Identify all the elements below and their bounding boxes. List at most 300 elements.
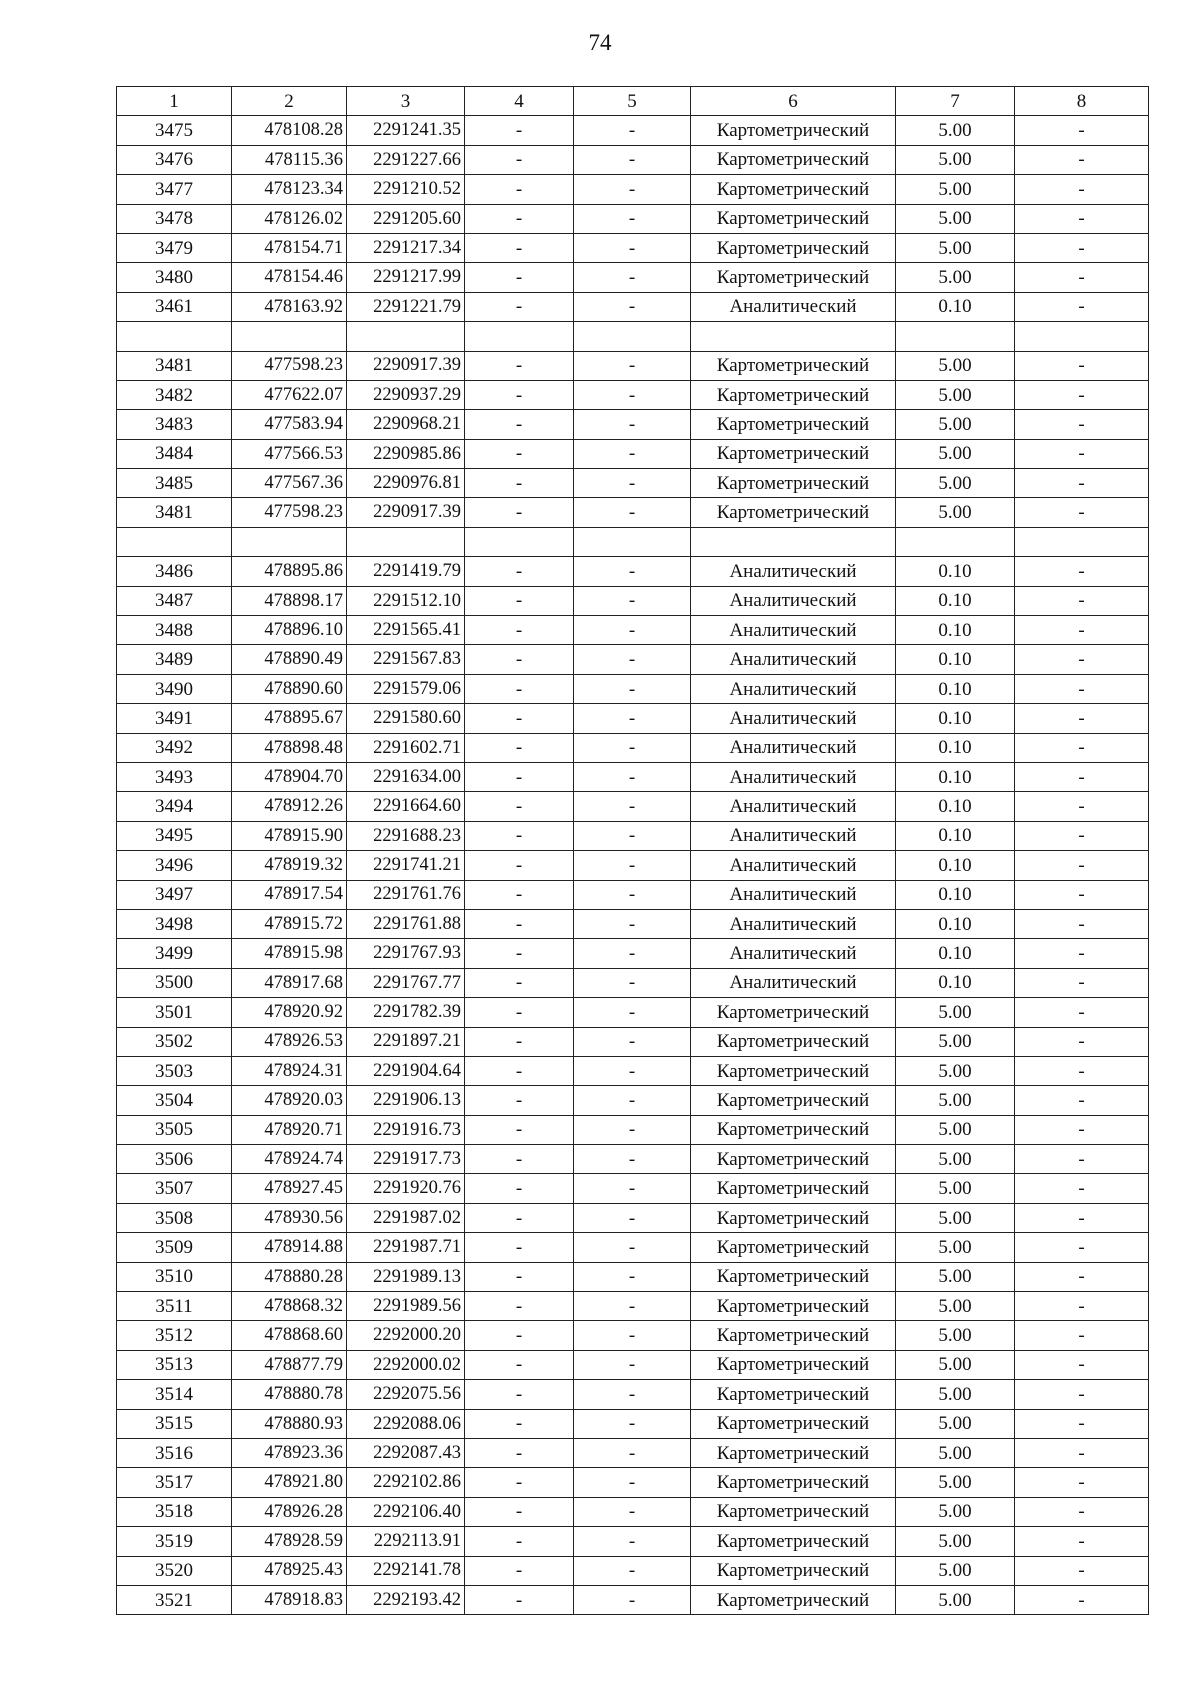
table-cell: 478154.71 [232, 233, 347, 262]
table-cell: - [1015, 439, 1149, 468]
table-cell: - [574, 145, 691, 174]
table-cell: - [1015, 968, 1149, 997]
table-cell: - [574, 1497, 691, 1526]
table-cell: 0.10 [896, 939, 1015, 968]
table-cell: - [574, 821, 691, 850]
separator-cell [465, 527, 574, 556]
table-cell: - [574, 1086, 691, 1115]
table-cell: 3508 [117, 1203, 232, 1232]
table-row [117, 1056, 1149, 1085]
table-cell: 2292141.78 [347, 1556, 465, 1585]
table-cell: - [465, 674, 574, 703]
table-cell: - [465, 1468, 574, 1497]
table-cell: - [574, 1438, 691, 1467]
table-cell: Аналитический [691, 616, 896, 645]
table-cell: - [1015, 380, 1149, 409]
table-cell: 5.00 [896, 1292, 1015, 1321]
table-row [117, 1027, 1149, 1056]
table-cell: Картометрический [691, 498, 896, 527]
table-cell: Картометрический [691, 204, 896, 233]
table-cell: 5.00 [896, 1027, 1015, 1056]
table-cell: 2292113.91 [347, 1527, 465, 1556]
table-row [117, 1380, 1149, 1409]
table-cell: - [465, 880, 574, 909]
table-cell: Картометрический [691, 1527, 896, 1556]
table-cell: Картометрический [691, 1350, 896, 1379]
table-row [117, 1350, 1149, 1379]
table-cell: 2291688.23 [347, 821, 465, 850]
table-cell: 3518 [117, 1497, 232, 1526]
table-cell: 0.10 [896, 909, 1015, 938]
table-cell: 2291419.79 [347, 557, 465, 586]
table-cell: 478920.92 [232, 998, 347, 1027]
table-cell: 2290917.39 [347, 351, 465, 380]
table-cell: - [574, 1145, 691, 1174]
table-cell: - [574, 557, 691, 586]
table-cell: - [1015, 1497, 1149, 1526]
table-cell: 478921.80 [232, 1468, 347, 1497]
table-cell: Картометрический [691, 1585, 896, 1614]
table-cell: 2291221.79 [347, 292, 465, 321]
table-cell: 3497 [117, 880, 232, 909]
table-cell: - [465, 1292, 574, 1321]
table-cell: - [465, 145, 574, 174]
table-cell: 3520 [117, 1556, 232, 1585]
table-row [117, 1145, 1149, 1174]
table-cell: - [574, 233, 691, 262]
table-cell: - [574, 1527, 691, 1556]
table-cell: 2291565.41 [347, 616, 465, 645]
table-row [117, 1585, 1149, 1614]
table-row [117, 1086, 1149, 1115]
table-cell: 5.00 [896, 116, 1015, 145]
table-cell: - [1015, 645, 1149, 674]
table-cell: 0.10 [896, 762, 1015, 791]
table-cell: Картометрический [691, 145, 896, 174]
table-cell: Аналитический [691, 586, 896, 615]
table-cell: 2292106.40 [347, 1497, 465, 1526]
table-cell: 5.00 [896, 1262, 1015, 1291]
table-cell: 478920.03 [232, 1086, 347, 1115]
table-row [117, 674, 1149, 703]
table-cell: - [574, 1321, 691, 1350]
table-cell: 478108.28 [232, 116, 347, 145]
table-cell: 3493 [117, 762, 232, 791]
table-cell: 2291917.73 [347, 1145, 465, 1174]
table-row [117, 909, 1149, 938]
table-cell: - [574, 1409, 691, 1438]
table-cell: - [574, 116, 691, 145]
table-row [117, 292, 1149, 321]
table-row [117, 1409, 1149, 1438]
table-cell: - [574, 1115, 691, 1144]
table-cell: - [465, 1321, 574, 1350]
table-cell: - [574, 1292, 691, 1321]
table-row [117, 821, 1149, 850]
table-cell: - [1015, 1556, 1149, 1585]
table-cell: 3515 [117, 1409, 232, 1438]
table-cell: 478868.60 [232, 1321, 347, 1350]
table-cell: - [574, 1233, 691, 1262]
table-cell: - [574, 1262, 691, 1291]
table-cell: - [574, 586, 691, 615]
table-cell: 0.10 [896, 674, 1015, 703]
table-cell: 0.10 [896, 586, 1015, 615]
table-row [117, 968, 1149, 997]
table-cell: 477566.53 [232, 439, 347, 468]
table-cell: 3492 [117, 733, 232, 762]
table-cell: Картометрический [691, 1497, 896, 1526]
table-cell: - [1015, 880, 1149, 909]
table-row [117, 1497, 1149, 1526]
table-cell: - [574, 351, 691, 380]
table-cell: - [1015, 1233, 1149, 1262]
table-cell: Картометрический [691, 1233, 896, 1262]
section-separator-row [117, 527, 1149, 556]
table-cell: 478915.72 [232, 909, 347, 938]
table-cell: 2292102.86 [347, 1468, 465, 1497]
table-cell: 3490 [117, 674, 232, 703]
table-cell: - [574, 204, 691, 233]
table-cell: - [1015, 1321, 1149, 1350]
table-cell: 2291580.60 [347, 704, 465, 733]
table-cell: 3482 [117, 380, 232, 409]
table-cell: Аналитический [691, 645, 896, 674]
table-cell: 3509 [117, 1233, 232, 1262]
separator-cell [896, 527, 1015, 556]
table-cell: 2291897.21 [347, 1027, 465, 1056]
table-cell: 0.10 [896, 968, 1015, 997]
table-cell: Аналитический [691, 880, 896, 909]
table-cell: 0.10 [896, 704, 1015, 733]
table-cell: 2291567.83 [347, 645, 465, 674]
table-cell: 477583.94 [232, 410, 347, 439]
table-cell: - [1015, 233, 1149, 262]
table-cell: 3499 [117, 939, 232, 968]
table-cell: 5.00 [896, 1321, 1015, 1350]
table-cell: 5.00 [896, 1203, 1015, 1232]
table-cell: 3519 [117, 1527, 232, 1556]
separator-cell [117, 527, 232, 556]
table-cell: 478898.17 [232, 586, 347, 615]
table-cell: 3478 [117, 204, 232, 233]
table-cell: - [1015, 292, 1149, 321]
table-cell: - [1015, 410, 1149, 439]
table-cell: 3485 [117, 469, 232, 498]
table-cell: 3516 [117, 1438, 232, 1467]
table-cell: - [1015, 704, 1149, 733]
table-cell: - [574, 674, 691, 703]
table-cell: Картометрический [691, 175, 896, 204]
table-cell: 478912.26 [232, 792, 347, 821]
table-cell: - [574, 704, 691, 733]
table-cell: 2292087.43 [347, 1438, 465, 1467]
table-cell: - [574, 880, 691, 909]
table-row [117, 998, 1149, 1027]
table-cell: 3496 [117, 851, 232, 880]
table-cell: 478880.78 [232, 1380, 347, 1409]
table-cell: - [465, 998, 574, 1027]
table-cell: 2291741.21 [347, 851, 465, 880]
column-header: 4 [465, 87, 574, 116]
table-cell: 3483 [117, 410, 232, 439]
table-cell: 478154.46 [232, 263, 347, 292]
table-cell: Картометрический [691, 1086, 896, 1115]
table-row [117, 351, 1149, 380]
table-cell: 2291664.60 [347, 792, 465, 821]
table-cell: Картометрический [691, 233, 896, 262]
table-cell: - [574, 762, 691, 791]
table-cell: 0.10 [896, 880, 1015, 909]
table-cell: - [1015, 351, 1149, 380]
table-cell: 478923.36 [232, 1438, 347, 1467]
column-header: 1 [117, 87, 232, 116]
table-cell: 5.00 [896, 1086, 1015, 1115]
table-cell: - [465, 175, 574, 204]
table-cell: 478163.92 [232, 292, 347, 321]
table-cell: 478126.02 [232, 204, 347, 233]
table-cell: 2291767.77 [347, 968, 465, 997]
table-cell: Картометрический [691, 469, 896, 498]
table-cell: 478904.70 [232, 762, 347, 791]
table-cell: Картометрический [691, 1056, 896, 1085]
table-cell: 3514 [117, 1380, 232, 1409]
table-cell: 0.10 [896, 616, 1015, 645]
table-cell: - [465, 1056, 574, 1085]
table-cell: 0.10 [896, 645, 1015, 674]
table-cell: Аналитический [691, 557, 896, 586]
table-cell: 0.10 [896, 292, 1015, 321]
table-cell: 0.10 [896, 557, 1015, 586]
table-cell: Аналитический [691, 762, 896, 791]
table-row [117, 939, 1149, 968]
table-row [117, 1174, 1149, 1203]
table-cell: 3507 [117, 1174, 232, 1203]
table-cell: 3477 [117, 175, 232, 204]
column-header: 3 [347, 87, 465, 116]
table-cell: 478918.83 [232, 1585, 347, 1614]
table-cell: - [574, 1350, 691, 1379]
table-row [117, 175, 1149, 204]
table-cell: 5.00 [896, 1380, 1015, 1409]
table-cell: 478896.10 [232, 616, 347, 645]
table-cell: 3500 [117, 968, 232, 997]
table-cell: - [465, 1585, 574, 1614]
table-cell: - [1015, 498, 1149, 527]
table-row [117, 204, 1149, 233]
separator-cell [574, 322, 691, 351]
column-header: 5 [574, 87, 691, 116]
table-cell: 478915.98 [232, 939, 347, 968]
table-cell: 5.00 [896, 1468, 1015, 1497]
table-row [117, 1468, 1149, 1497]
table-cell: 3510 [117, 1262, 232, 1291]
table-cell: 5.00 [896, 1556, 1015, 1585]
table-cell: Аналитический [691, 674, 896, 703]
table-cell: - [574, 998, 691, 1027]
table-cell: - [1015, 674, 1149, 703]
table-cell: 0.10 [896, 792, 1015, 821]
table-row [117, 1438, 1149, 1467]
table-cell: 2291761.88 [347, 909, 465, 938]
table-cell: - [1015, 616, 1149, 645]
table-cell: - [1015, 733, 1149, 762]
table-cell: 5.00 [896, 1174, 1015, 1203]
table-row [117, 439, 1149, 468]
table-cell: 3461 [117, 292, 232, 321]
table-cell: - [465, 498, 574, 527]
table-cell: - [1015, 1292, 1149, 1321]
table-cell: 478919.32 [232, 851, 347, 880]
table-cell: 3481 [117, 498, 232, 527]
table-cell: Аналитический [691, 792, 896, 821]
table-cell: 478877.79 [232, 1350, 347, 1379]
table-cell: - [1015, 204, 1149, 233]
table-row [117, 704, 1149, 733]
table-cell: - [1015, 1115, 1149, 1144]
table-cell: 3506 [117, 1145, 232, 1174]
table-cell: 2290976.81 [347, 469, 465, 498]
table-cell: - [574, 909, 691, 938]
table-cell: Аналитический [691, 968, 896, 997]
table-cell: 5.00 [896, 263, 1015, 292]
table-cell: 478930.56 [232, 1203, 347, 1232]
table-cell: Аналитический [691, 733, 896, 762]
table-cell: 2291761.76 [347, 880, 465, 909]
table-cell: - [465, 233, 574, 262]
table-cell: 5.00 [896, 145, 1015, 174]
table-cell: - [574, 1056, 691, 1085]
table-cell: - [1015, 1262, 1149, 1291]
table-row [117, 616, 1149, 645]
table-cell: - [465, 792, 574, 821]
table-cell: 2292193.42 [347, 1585, 465, 1614]
table-cell: - [1015, 1086, 1149, 1115]
table-cell: Картометрический [691, 1027, 896, 1056]
table-cell: 3517 [117, 1468, 232, 1497]
table-cell: - [1015, 1585, 1149, 1614]
table-cell: - [465, 469, 574, 498]
table-cell: 3491 [117, 704, 232, 733]
table-cell: Картометрический [691, 1262, 896, 1291]
table-cell: 5.00 [896, 1497, 1015, 1526]
table-cell: - [574, 616, 691, 645]
table-cell: - [574, 1203, 691, 1232]
table-cell: 0.10 [896, 733, 1015, 762]
table-cell: Картометрический [691, 263, 896, 292]
table-cell: 2291217.99 [347, 263, 465, 292]
column-header: 6 [691, 87, 896, 116]
separator-cell [1015, 527, 1149, 556]
table-cell: 5.00 [896, 1056, 1015, 1085]
table-cell: 3484 [117, 439, 232, 468]
table-cell: 478917.54 [232, 880, 347, 909]
table-row [117, 1292, 1149, 1321]
table-cell: - [465, 1145, 574, 1174]
table-row [117, 410, 1149, 439]
table-cell: 3502 [117, 1027, 232, 1056]
table-row [117, 880, 1149, 909]
table-cell: - [574, 1556, 691, 1585]
table-cell: 5.00 [896, 204, 1015, 233]
table-cell: 3511 [117, 1292, 232, 1321]
table-cell: 2291217.34 [347, 233, 465, 262]
table-row [117, 1262, 1149, 1291]
table-cell: 3475 [117, 116, 232, 145]
table-cell: 478123.34 [232, 175, 347, 204]
table-cell: - [574, 733, 691, 762]
table-cell: Картометрический [691, 1292, 896, 1321]
table-cell: - [465, 116, 574, 145]
table-cell: 3494 [117, 792, 232, 821]
table-cell: 478925.43 [232, 1556, 347, 1585]
table-row [117, 586, 1149, 615]
table-cell: 478890.60 [232, 674, 347, 703]
table-cell: 478895.86 [232, 557, 347, 586]
table-cell: 477622.07 [232, 380, 347, 409]
table-cell: 478926.53 [232, 1027, 347, 1056]
table-cell: - [465, 704, 574, 733]
table-cell: Картометрический [691, 439, 896, 468]
table-cell: 2291512.10 [347, 586, 465, 615]
table-cell: - [465, 1438, 574, 1467]
table-cell: - [574, 263, 691, 292]
table-cell: 2291920.76 [347, 1174, 465, 1203]
table-cell: - [465, 439, 574, 468]
table-cell: - [574, 1174, 691, 1203]
table-cell: 3498 [117, 909, 232, 938]
column-header: 7 [896, 87, 1015, 116]
column-header: 2 [232, 87, 347, 116]
table-cell: 2291916.73 [347, 1115, 465, 1144]
table-cell: - [574, 1380, 691, 1409]
table-cell: - [1015, 821, 1149, 850]
table-cell: 5.00 [896, 1527, 1015, 1556]
table-cell: Картометрический [691, 1409, 896, 1438]
table-cell: 478898.48 [232, 733, 347, 762]
section-separator-row [117, 322, 1149, 351]
table-cell: 5.00 [896, 469, 1015, 498]
table-cell: 478926.28 [232, 1497, 347, 1526]
separator-cell [347, 527, 465, 556]
table-cell: - [574, 498, 691, 527]
table-cell: - [1015, 1056, 1149, 1085]
separator-cell [1015, 322, 1149, 351]
table-row [117, 380, 1149, 409]
table-cell: 3495 [117, 821, 232, 850]
table-row [117, 792, 1149, 821]
table-cell: 5.00 [896, 498, 1015, 527]
table-cell: Картометрический [691, 998, 896, 1027]
table-cell: - [465, 1115, 574, 1144]
table-cell: - [465, 1556, 574, 1585]
table-cell: - [465, 292, 574, 321]
table-cell: - [465, 380, 574, 409]
table-cell: 5.00 [896, 1350, 1015, 1379]
table-row [117, 1321, 1149, 1350]
table-cell: 2291241.35 [347, 116, 465, 145]
table-cell: Картометрический [691, 1321, 896, 1350]
table-cell: 478880.28 [232, 1262, 347, 1291]
table-cell: - [574, 1585, 691, 1614]
table-cell: 3488 [117, 616, 232, 645]
table-cell: - [465, 762, 574, 791]
table-cell: Картометрический [691, 1174, 896, 1203]
table-cell: Аналитический [691, 704, 896, 733]
table-cell: 2291767.93 [347, 939, 465, 968]
table-cell: Картометрический [691, 410, 896, 439]
table-cell: 5.00 [896, 1585, 1015, 1614]
